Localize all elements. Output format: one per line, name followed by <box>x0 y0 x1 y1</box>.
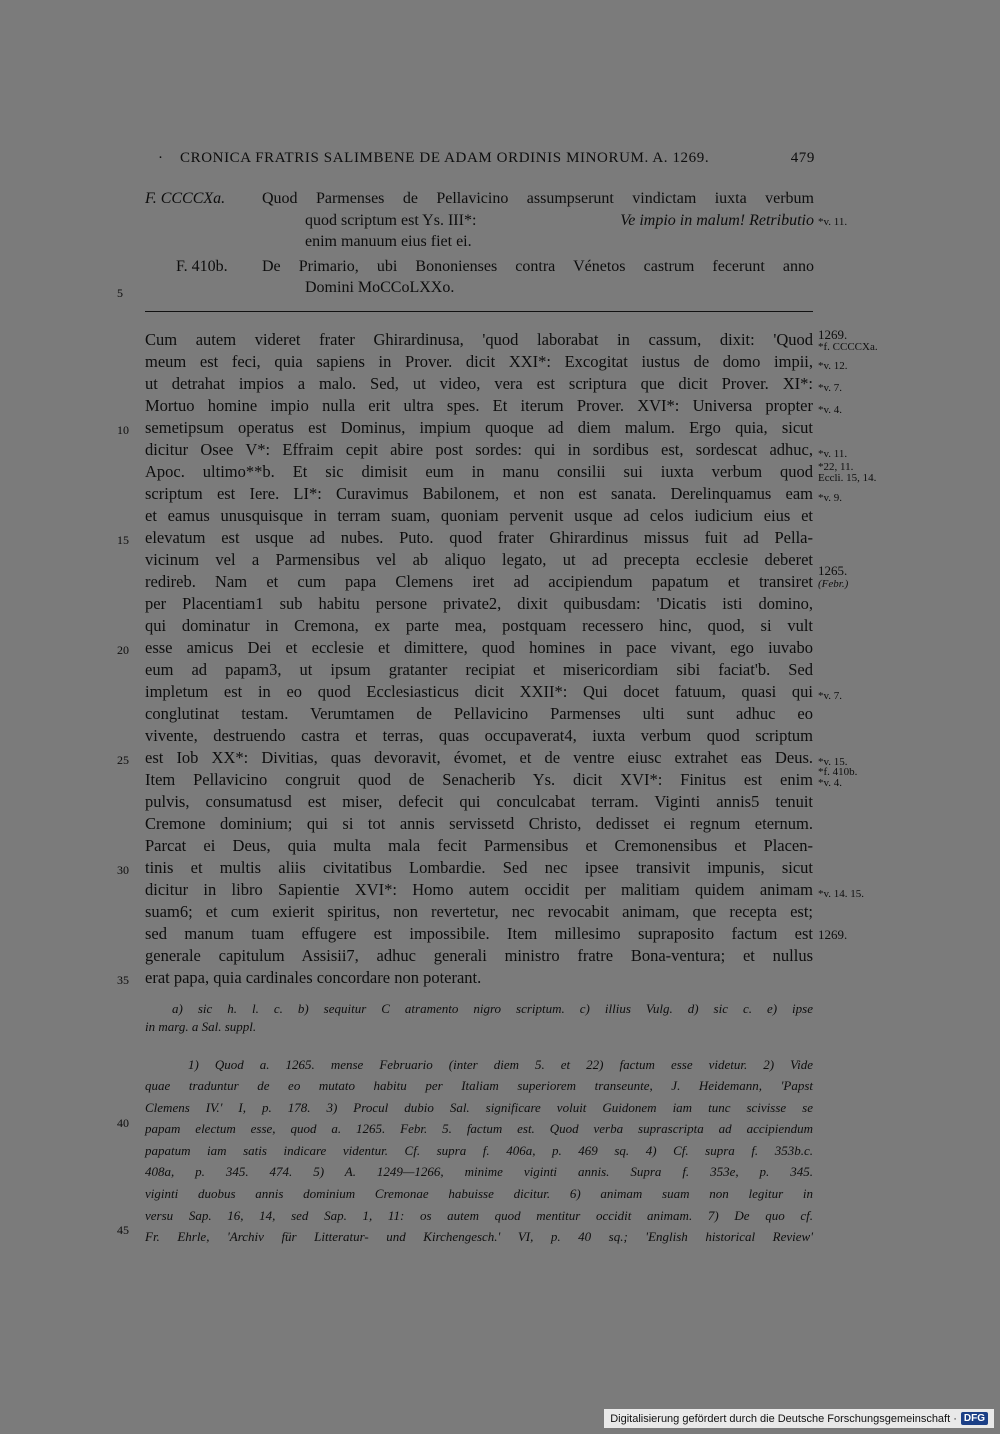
body-line: pulvis, consumatusd est miser, defecit qui conculcabat terram. Viginti annis5 tenuit <box>145 792 813 811</box>
body-line: esse amicus Dei et ecclesie et dimittere, quod homines in pace vivant, ego iuvabo <box>145 638 813 657</box>
footnote-line: papatum iam satis indicare videntur. Cf. supra f. 406a, p. 469 sq. 4) Cf. supra f. 353b.c. <box>145 1143 813 1158</box>
body-line: Cremone dominium; qui si tot annis servissetd Christo, dedisset ei regnum eternum. <box>145 814 813 833</box>
dfg-logo: DFG <box>961 1412 988 1425</box>
body-line: impletum est in eo quod Ecclesiasticus dicit XXII*: Qui docet fatuum, quasi qui <box>145 682 813 701</box>
rubric-1-line-2b: Ve impio in malum! Retributio <box>620 212 814 229</box>
body-line: conglutinat testam. Verumtamen de Pellavicino Parmenses ulti sunt adhuc eo <box>145 704 813 723</box>
body-line: eum ad papam3, ut ipsum gratanter recipiat et misericordiam sibi faciat'b. Sed <box>145 660 813 679</box>
body-line: est Iob XX*: Divitias, quas devoravit, évomet, et de ventre eiusc extrahet eas Deus. <box>145 748 813 767</box>
line-number-35: 35 <box>117 973 129 987</box>
footnote-line: 408a, p. 345. 474. 5) A. 1249—1266, minime viginti annis. Supra f. 353e, p. 345. <box>145 1164 813 1179</box>
body-line: dicitur Osee V*: Effraim cepit abire post sordes: qui in sordibus est, sordescat adhuc, <box>145 440 813 459</box>
body-line: generale capitulum Assisii7, adhuc generali ministro fratre Bona-ventura; et nullus <box>145 946 813 965</box>
margin-year-1269: 1269. <box>818 927 848 942</box>
footnote-line: viginti duobus annis dominium Cremonae habuisse dicitur. 6) animam suam non legitur in <box>145 1186 813 1201</box>
body-line: tinis et multis aliis civitatibus Lombardie. Sed nec ipsee transivit impunis, sicut <box>145 858 813 877</box>
body-line: per Placentiam1 sub habitu persone private2, dixit quibusdam: 'Dicatis isti domino, <box>145 594 813 613</box>
margin-verse: *v. 14. 15. <box>818 888 865 900</box>
body-line: redireb. Nam et cum papa Clemens iret ad accipiendum papatum et transiret <box>145 572 813 591</box>
footnote-line: papam electum esse, quod a. 1265. Febr. 5. factum est. Quod verba suprascripta ad accipiendum <box>145 1121 813 1136</box>
margin-eccli: Eccli. 15, 14. <box>818 472 877 484</box>
margin-verse: *v. 11. <box>818 448 848 460</box>
body-line: Cum autem videret frater Ghirardinusa, 'quod laborabat in cassum, dixit: 'Quod <box>145 330 813 349</box>
margin-febr: (Febr.) <box>818 578 849 590</box>
line-number-30: 30 <box>117 863 129 877</box>
apparatus-line: a) sic h. l. c. b) sequitur C atramento nigro scriptum. c) illius Vulg. d) sic c. e) ipse <box>172 1001 813 1016</box>
margin-folio-ccccx: *f. CCCCXa. <box>818 341 878 353</box>
body-line: Item Pellavicino congruit quod de Senacherib Ys. dicit XVI*: Finitus est enim <box>145 770 813 789</box>
margin-verse: *v. 12. <box>818 360 848 372</box>
margin-verse: *v. 4. <box>818 404 843 416</box>
rubric-1-line-3: enim manuum eius fiet ei. <box>305 233 472 250</box>
footnote-line: Fr. Ehrle, 'Archiv für Litteratur- und Kirchengesch.' VI, p. 40 sq.; 'English historical Review' <box>145 1229 813 1244</box>
line-number-15: 15 <box>117 533 129 547</box>
line-number-20: 20 <box>117 643 129 657</box>
body-line: meum est feci, quia sapiens in Prover. dicit XXI*: Excogitat iustus de domo impii, <box>145 352 813 371</box>
rubric-2-line-2: Domini MoCCoLXXo. <box>305 279 455 296</box>
line-number-40: 40 <box>117 1116 129 1130</box>
body-line: et eamus unusquisque in terram suam, quoniam pervenit usque ad celos iudicium eius et <box>145 506 813 525</box>
body-line: dicitur in libro Sapientie XVI*: Homo autem occidit per malitiam quidem animam <box>145 880 813 899</box>
rubric-label: F. CCCCXa. <box>145 190 226 207</box>
dfg-footer <box>604 1409 994 1428</box>
rubric-1-line-2a: quod scriptum est Ys. III*: <box>305 212 477 229</box>
body-line: scriptum est Iere. LI*: Curavimus Babilonem, et non est sanata. Derelinquamus eam <box>145 484 813 503</box>
margin-verse: *v. 7. <box>818 382 843 394</box>
body-line: elevatum est usque ad nubes. Puto. quod frater Ghirardinus missus fuit ad Pella- <box>145 528 813 547</box>
margin-verse: *v. 9. <box>818 492 843 504</box>
body-line: Mortuo homine impio nulla erit ultra spes. Et iterum Prover. XVI*: Universa propter <box>145 396 813 415</box>
footer-text: Digitalisierung gefördert durch die Deutsche Forschungsgemeinschaft · <box>610 1412 957 1425</box>
page-number: 479 <box>790 150 815 166</box>
rubric-2-line-1: De Primario, ubi Bononienses contra Vénetos castrum fecerunt anno <box>262 258 814 275</box>
rubric-1-label <box>145 188 225 209</box>
rubric-2-label: F. 410b. <box>176 258 228 275</box>
line-number-25: 25 <box>117 753 129 767</box>
margin-verse: *v. 4. <box>818 777 843 789</box>
rubric-1-line-1: Quod Parmenses de Pellavicino assumpserunt vindictam iuxta verbum <box>262 190 814 207</box>
apparatus-line: in marg. a Sal. suppl. <box>145 1019 257 1034</box>
header-dot: · <box>158 150 164 166</box>
body-line: Apoc. ultimo**b. Et sic dimisit eum in manu consilii sui iuxta verbum quod <box>145 462 813 481</box>
body-line: ut detrahat impios a malo. Sed, ut video, vera est scriptura que dicit Prover. XI*: <box>145 374 813 393</box>
footnote-line: Clemens IV.' I, p. 178. 3) Procul dubio Sal. significare voluit Guidonem iam tunc scivisse se <box>145 1100 813 1115</box>
body-line: vivente, destruendo castra et terras, quas occupaverat4, iuxta verbum quod scriptum <box>145 726 813 745</box>
margin-folio-410b: *f. 410b. <box>818 766 858 778</box>
margin-verse: *v. 15. <box>818 756 848 768</box>
margin-year-1269: 1269. <box>818 327 848 342</box>
line-number-10: 10 <box>117 423 129 437</box>
running-title: CRONICA FRATRIS SALIMBENE DE ADAM ORDINIS MINORUM. A. 1269. <box>180 150 710 166</box>
body-line: sed manum tuam effugere est impossibile. Item millesimo supraposito factum est <box>145 924 813 943</box>
body-line: vicinum vel a Parmensibus vel ab aliquo legato, ut ad precepta ecclesie deberet <box>145 550 813 569</box>
body-line: qui dominatur in Cremona, ex parte mea, postquam recessero hinc, quod, si vult <box>145 616 813 635</box>
footnote-line: 1) Quod a. 1265. mense Februario (inter diem 5. et 22) factum esse videtur. 2) Vide <box>188 1057 813 1072</box>
running-head <box>158 150 815 167</box>
body-line: suam6; et cum exierit spiritus, non revertetur, nec revocabit animam, que recepta est; <box>145 902 813 921</box>
footnote-line: quae traduntur de eo mutato habitu per Italiam superiorem transeunte, J. Heidemann, 'Papst <box>145 1078 813 1093</box>
line-number-5: 5 <box>117 286 123 300</box>
footnote-line: versu Sap. 16, 14, sed Sap. 1, 11: os autem quod mentitur occidit animam. 7) De quo cf. <box>145 1208 813 1223</box>
body-line: semetipsum operatus est Dominus, impium quoque ad diem malum. Ergo quia, sicut <box>145 418 813 437</box>
rubric-side-note: *v. 11. <box>818 216 848 228</box>
margin-verse: *22, 11. <box>818 461 854 473</box>
rubric-1-line-2 <box>305 210 814 231</box>
margin-year-1265: 1265. <box>818 563 848 578</box>
body-line: Parcat ei Deus, quia multa mala fecit Parmensibus et Cremonensibus et Placen- <box>145 836 813 855</box>
body-line: erat papa, quia cardinales concordare non poterant. <box>145 968 482 987</box>
section-rule <box>145 311 813 312</box>
margin-verse: *v. 7. <box>818 690 843 702</box>
line-number-45: 45 <box>117 1223 129 1237</box>
